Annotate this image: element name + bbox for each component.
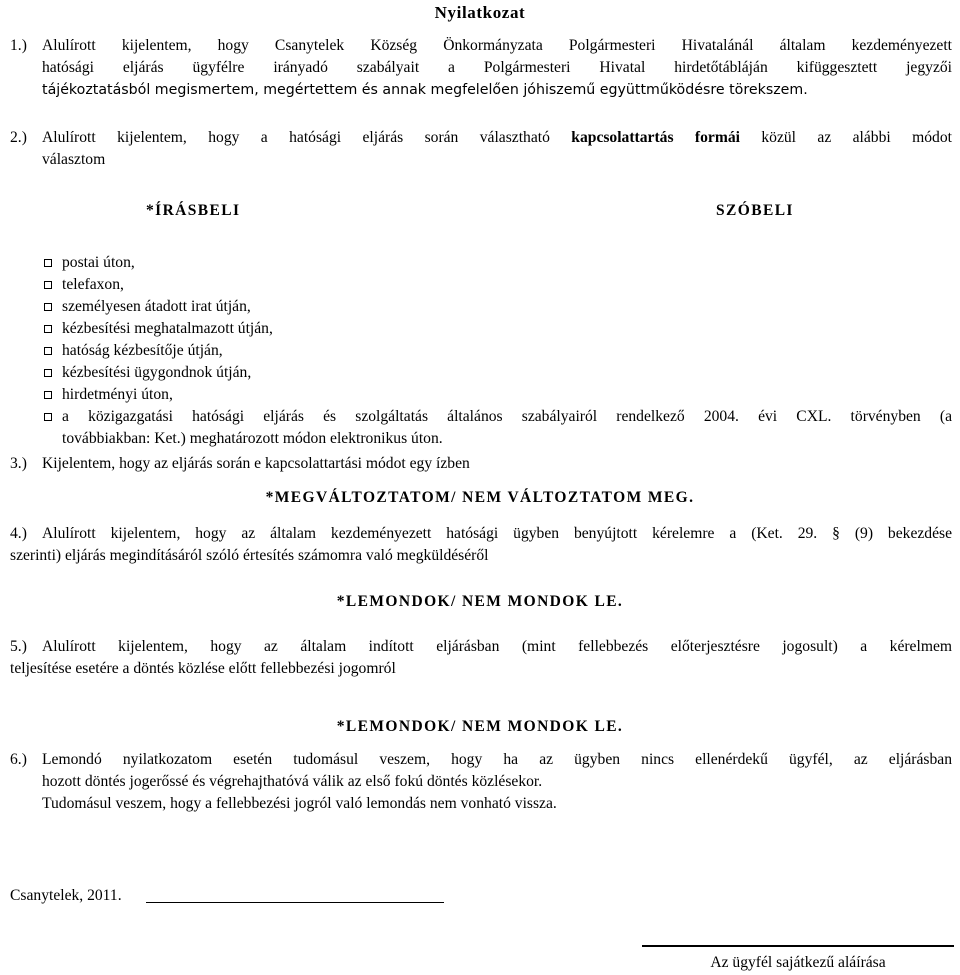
checkbox-postal[interactable] — [44, 252, 952, 274]
section-6 — [10, 749, 952, 815]
checkbox-square-icon[interactable] — [44, 303, 52, 311]
heading-oral: SZÓBELI — [716, 202, 794, 219]
section-5-line-1: Alulírott kijelentem, hogy az általam indított eljárásban (mint fellebbezés előterjesztésre jogosult) a kérelmem — [42, 638, 952, 655]
section-6-line-3: Tudomásul veszem, hogy a fellebbezési jogról való lemondás nem vonható vissza. — [42, 795, 557, 812]
section-1-number: 1.) — [10, 37, 27, 54]
section-6-line-1: Lemondó nyilatkozatom esetén tudomásul veszem, hogy ha az ügyben nincs ellenérdekű ügyfél, az eljárásban — [42, 751, 952, 768]
section-5-line-2: teljesítése esetére a döntés közlése előtt fellebbezési jogomról — [10, 660, 396, 677]
document-title: Nyilatkozat — [434, 3, 526, 22]
checkbox-label: kézbesítési ügygondnok útján, — [62, 364, 252, 381]
section-2-bold-text: kapcsolattartás formái — [571, 129, 740, 146]
checkbox-electronic[interactable] — [44, 406, 952, 450]
checkbox-guardian[interactable] — [44, 362, 952, 384]
section-2-line-2: választom — [42, 151, 106, 168]
checkbox-square-icon[interactable] — [44, 325, 52, 333]
section-4-line-1: Alulírott kijelentem, hogy az általam kezdeményezett hatósági ügyben benyújtott kérelemre a (Ket. 29. § (9) bekezdése — [42, 525, 952, 542]
section-3 — [10, 453, 952, 475]
section-6-line-2: hozott döntés jogerőssé és végrehajthatóvá válik az első fokú döntés közlésekor. — [42, 773, 543, 790]
checkbox-label: telefaxon, — [62, 276, 124, 293]
section-1 — [10, 35, 952, 101]
checkbox-label: hatóság kézbesítője útján, — [62, 342, 223, 359]
section-3-choice[interactable]: *MEGVÁLTOZTATOM/ NEM VÁLTOZTATOM MEG. — [265, 489, 695, 506]
section-5 — [10, 636, 952, 680]
section-3-number: 3.) — [10, 455, 27, 472]
signature-line[interactable] — [642, 945, 954, 947]
checkbox-label: postai úton, — [62, 254, 135, 271]
checkbox-fax[interactable] — [44, 274, 952, 296]
section-4-number: 4.) — [10, 525, 27, 542]
checkbox-label: kézbesítési meghatalmazott útján, — [62, 320, 273, 337]
checkbox-public-notice[interactable] — [44, 384, 952, 406]
section-4-line-2: szerinti) eljárás megindításáról szóló értesítés számomra való megküldéséről — [10, 547, 489, 564]
checkbox-square-icon[interactable] — [44, 369, 52, 377]
section-6-number: 6.) — [10, 751, 27, 768]
section-2-text-after: közül az alábbi módot — [739, 129, 952, 146]
checkbox-square-icon[interactable] — [44, 259, 52, 267]
checkbox-personal[interactable] — [44, 296, 952, 318]
checkbox-authority-courier[interactable] — [44, 340, 952, 362]
checkbox-electronic-line-1: a közigazgatási hatósági eljárás és szolgáltatás általános szabályairól rendelkező 2004. évi CXL. törvényben (a — [62, 408, 952, 425]
section-2 — [10, 127, 952, 171]
signature-label: Az ügyfél sajátkezű aláírása — [710, 954, 886, 971]
section-1-line-1: Alulírott kijelentem, hogy Csanytelek Község Önkormányzata Polgármesteri Hivatalánál általam kezdeményezett — [42, 37, 952, 54]
section-4 — [10, 523, 952, 567]
section-4-choice[interactable]: *LEMONDOK/ NEM MONDOK LE. — [336, 593, 624, 610]
checkbox-label: hirdetményi úton, — [62, 386, 173, 403]
heading-written: *ÍRÁSBELI — [146, 202, 241, 219]
section-1-line-3: tájékoztatásból megismertem, megértettem és annak megfelelően jóhiszemű együttműködésre törekszem. — [42, 82, 808, 98]
place-date-label: Csanytelek, 2011. — [10, 887, 122, 904]
date-input-line[interactable] — [146, 902, 444, 903]
section-2-line-1 — [42, 127, 952, 149]
section-2-number: 2.) — [10, 129, 27, 146]
checkbox-authorized-agent[interactable] — [44, 318, 952, 340]
checkbox-square-icon[interactable] — [44, 413, 52, 421]
contact-method-checklist — [44, 252, 952, 450]
checkbox-label: személyesen átadott irat útján, — [62, 298, 251, 315]
section-5-choice[interactable]: *LEMONDOK/ NEM MONDOK LE. — [336, 718, 624, 735]
section-2-text-before: Alulírott kijelentem, hogy a hatósági eljárás során választható — [42, 129, 572, 146]
section-1-line-2: hatósági eljárás ügyfélre irányadó szabályait a Polgármesteri Hivatal hirdetőtábláján kifüggesztett jegyzői — [42, 59, 952, 76]
checkbox-square-icon[interactable] — [44, 281, 52, 289]
section-5-number: 5.) — [10, 638, 27, 655]
checkbox-square-icon[interactable] — [44, 347, 52, 355]
section-3-text: Kijelentem, hogy az eljárás során e kapcsolattartási módot egy ízben — [42, 455, 470, 472]
checkbox-square-icon[interactable] — [44, 391, 52, 399]
checkbox-electronic-line-2: továbbiakban: Ket.) meghatározott módon elektronikus úton. — [62, 430, 443, 447]
